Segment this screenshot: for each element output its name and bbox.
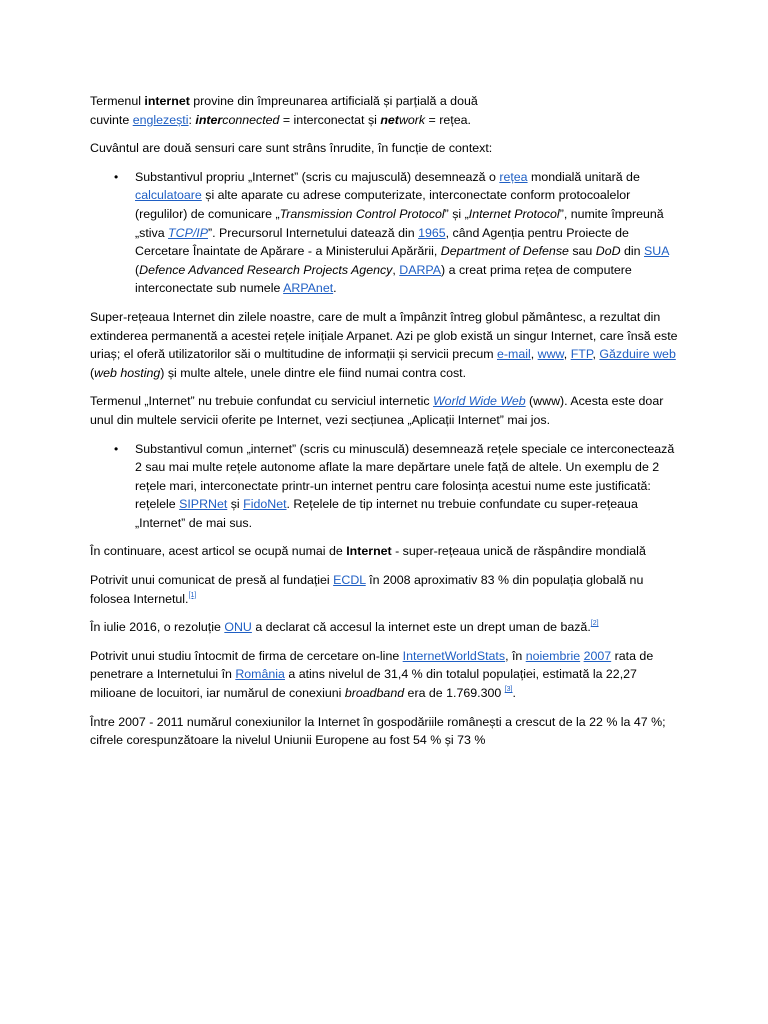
- bold-term: Internet: [346, 544, 392, 559]
- text: - super-rețeaua unică de răspândire mondială: [391, 544, 646, 559]
- text: ) a creat prima rețea de computere interconectate sub numele: [135, 262, 632, 296]
- text: . Rețelele de tip internet nu trebuie confundate cu super-rețeaua „Internet” de mai sus.: [135, 497, 638, 530]
- italic-term: DoD: [595, 244, 621, 259]
- text: = interconectat și: [279, 112, 381, 127]
- link-retea[interactable]: rețea: [499, 169, 528, 184]
- paragraph-super-network: [90, 308, 680, 382]
- text: În iulie 2016, o rezoluție: [90, 620, 225, 635]
- document-page: [90, 92, 680, 760]
- italic-term: Department of Defense: [440, 244, 569, 259]
- paragraph-senses: Cuvântul are două sensuri care sunt strâns înrudite, în funcție de context:: [90, 141, 493, 156]
- text: ,: [592, 347, 600, 362]
- text: rata de penetrare a Internetului în: [90, 648, 654, 682]
- text: sau: [568, 244, 596, 259]
- link-sua[interactable]: SUA: [644, 244, 669, 259]
- italic-term: work: [398, 112, 426, 127]
- text: ,: [563, 347, 571, 362]
- text: Potrivit unui studiu întocmit de firma de cercetare on-line: [90, 648, 403, 663]
- text: provine din împreunarea artificială și parțială a două: [189, 94, 478, 108]
- link-fidonet[interactable]: FidoNet: [243, 497, 287, 512]
- text: era de 1.769.300: [404, 686, 505, 701]
- text: ” și „: [444, 206, 469, 221]
- text: ,: [392, 262, 400, 277]
- text: și alte aparate cu adrese computerizate, interconectate conform protocoalelor (regulilor) de comunicare „: [135, 188, 631, 221]
- bullet-list-1: [90, 168, 680, 298]
- bold-italic-term: inter: [195, 112, 223, 127]
- paragraph-households: Între 2007 - 2011 numărul conexiunilor la Internet în gospodăriile românești a crescut de la 22 % la 47 %; cifrele corespunzătoare la nivelul Uniunii Europene au fost 54 % și 73 %: [90, 714, 666, 748]
- text: mondială unitară de: [527, 169, 640, 184]
- bold-term: internet: [144, 94, 190, 108]
- link-siprnet[interactable]: SIPRNet: [179, 497, 228, 512]
- text: din: [620, 244, 644, 259]
- text: și: [227, 497, 244, 512]
- bullet-icon: •: [114, 441, 119, 456]
- italic-term: Internet Protocol: [468, 206, 560, 221]
- link-calculatoare[interactable]: calculatoare: [135, 188, 202, 203]
- text: , când Agenția pentru Proiecte de Cercetare Înaintate de Apărare - a Ministerului Apărării,: [135, 225, 629, 259]
- link-tcp-ip[interactable]: TCP/IP: [168, 225, 208, 240]
- link-romania[interactable]: România: [235, 667, 285, 682]
- list-item: [114, 440, 680, 533]
- italic-term: Transmission Control Protocol: [279, 206, 445, 221]
- paragraph-romania-stats: [90, 647, 680, 703]
- text: .: [512, 686, 516, 701]
- paragraph-ecdl: [90, 571, 680, 608]
- link-internetworldstats[interactable]: InternetWorldStats: [402, 648, 506, 663]
- text: Substantivul comun „internet” (scris cu minusculă) desemnează rețele speciale ce interconectează 2 sau mai multe rețele autonome aflate la mare depărtare unele față de altele. Un exemplu de 2 rețele mari, interconectate printr-un internet pentru care folosința acestui nume este justificată: rețelele: [135, 441, 675, 512]
- text: (www). Acesta este doar unul din multele servicii oferite pe Internet, vezi secțiunea „Aplicații Internet” mai jos.: [90, 394, 664, 427]
- link-world-wide-web[interactable]: World Wide Web: [432, 394, 526, 409]
- bullet-list-2: [90, 440, 680, 533]
- link-gazduire-web[interactable]: Găzduire web: [599, 347, 676, 362]
- reference-link[interactable]: [3]: [504, 686, 513, 694]
- text: a atins nivelul de 31,4 % din totalul populației, estimată la 22,27 milioane de locuitori, iar numărul de conexiuni: [90, 667, 637, 701]
- text: .: [333, 281, 337, 296]
- text: = rețea.: [425, 112, 471, 127]
- link-englezesti[interactable]: englezești: [132, 112, 189, 127]
- text: :: [188, 112, 196, 127]
- link-email[interactable]: e-mail: [496, 347, 531, 362]
- text: În continuare, acest articol se ocupă numai de: [90, 544, 347, 559]
- text: Substantivul propriu „Internet” (scris cu majusculă) desemnează o: [135, 169, 500, 184]
- link-noiembrie[interactable]: noiembrie: [525, 648, 581, 663]
- text: ,: [530, 347, 538, 362]
- link-arpanet[interactable]: ARPAnet: [283, 281, 334, 296]
- text: (: [135, 262, 140, 277]
- link-1965[interactable]: 1965: [418, 225, 446, 240]
- text: Super-rețeaua Internet din zilele noastre, care de mult a împânzit întreg globul pământesc, a rezultat din extinderea permanentă a acestei rețele inițiale Arpanet. Azi pe glob există un singur Internet, care însă este uriaș; el oferă utilizatorilor săi o multitudine de informații și servicii precum: [90, 309, 678, 362]
- bold-italic-term: net: [380, 112, 399, 127]
- italic-term: Defence Advanced Research Projects Agency: [139, 262, 393, 277]
- paragraph-continuation: [90, 542, 680, 561]
- link-ecdl[interactable]: ECDL: [333, 573, 366, 588]
- text: ”, numite împreună „stiva: [135, 206, 664, 240]
- text: , în: [505, 648, 526, 663]
- link-www[interactable]: www: [537, 347, 564, 362]
- paragraph-etymology: [90, 92, 680, 129]
- text: Termenul: [90, 94, 145, 108]
- text: cuvinte: [90, 112, 133, 127]
- text: ) și multe altele, unele dintre ele fiind numai contra cost.: [160, 365, 467, 380]
- link-darpa[interactable]: DARPA: [399, 262, 442, 277]
- reference-link[interactable]: [1]: [188, 591, 197, 599]
- text: în 2008 aproximativ 83 % din populația globală nu folosea Internetul.: [90, 573, 644, 606]
- paragraph-onu: [90, 618, 680, 637]
- text: a declarat că accesul la internet este un drept uman de bază.: [251, 620, 591, 635]
- link-ftp[interactable]: FTP: [570, 347, 593, 362]
- italic-term: web hosting: [94, 365, 161, 380]
- link-2007[interactable]: 2007: [583, 648, 612, 663]
- text: Termenul „Internet” nu trebuie confundat cu serviciul internetic: [90, 394, 433, 409]
- italic-term: connected: [222, 112, 280, 127]
- reference-link[interactable]: [2]: [590, 620, 599, 628]
- list-item: [114, 168, 680, 298]
- text: ”. Precursorul Internetului datează din: [207, 225, 419, 240]
- bullet-icon: •: [114, 169, 119, 184]
- paragraph-www: [90, 392, 680, 429]
- text: (: [90, 365, 95, 380]
- text: Potrivit unui comunicat de presă al fundației: [90, 573, 334, 588]
- italic-term: broadband: [344, 686, 405, 701]
- link-onu[interactable]: ONU: [224, 620, 252, 635]
